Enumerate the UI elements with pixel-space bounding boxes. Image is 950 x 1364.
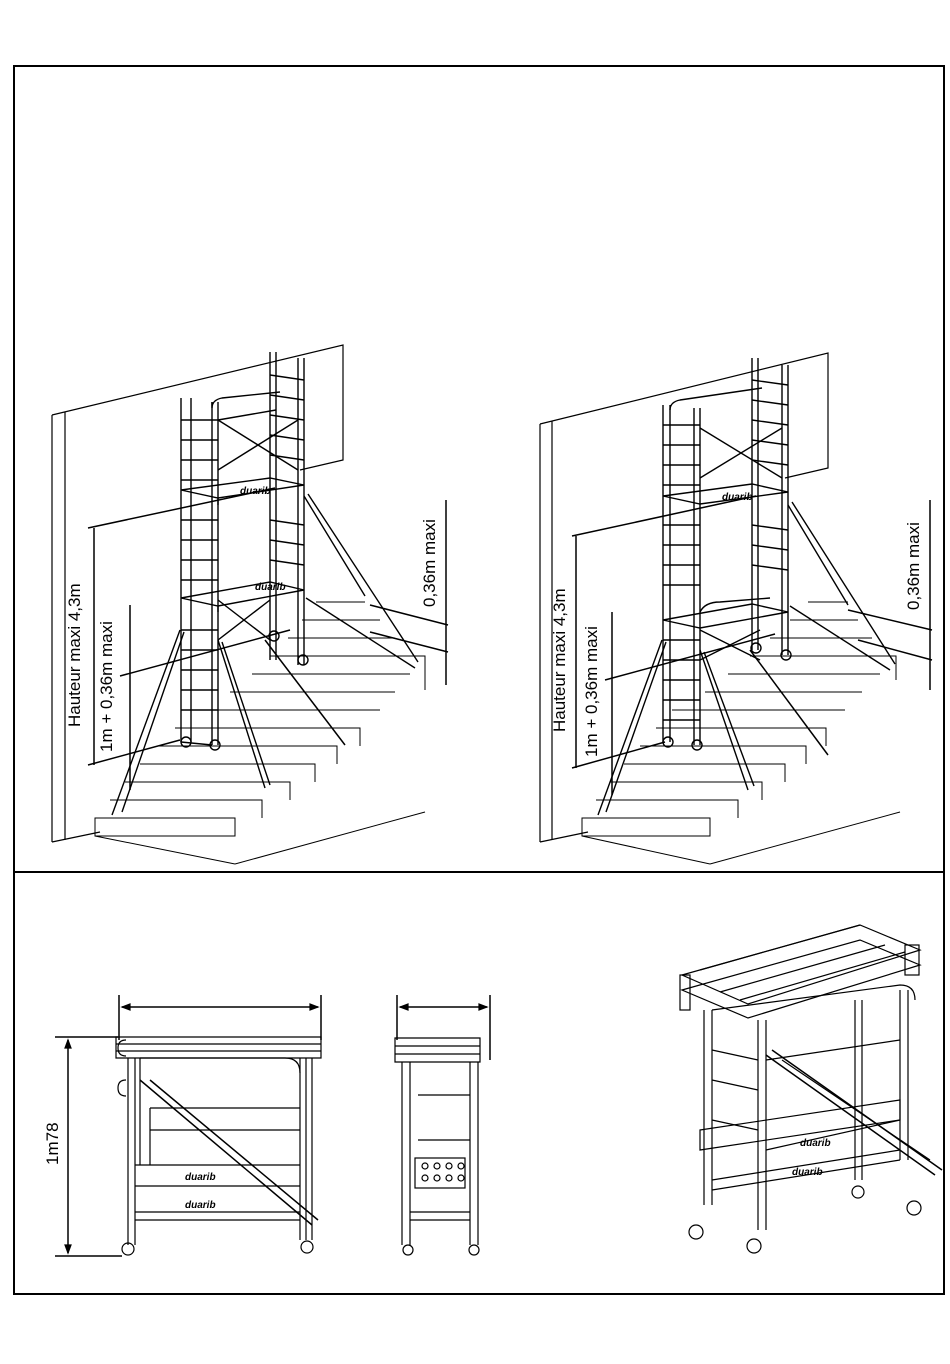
upper-platform-logo: duarib	[722, 492, 753, 503]
right-step-label: 1m + 0,36m maxi	[582, 626, 601, 757]
left-offset-label: 0,36m maxi	[420, 519, 439, 607]
folded-front-view	[55, 995, 321, 1256]
outer-frame	[14, 66, 944, 1294]
bottom-crossbar-logo: duarib	[185, 1200, 216, 1211]
staircase	[95, 602, 425, 864]
folded-perspective-view	[680, 925, 942, 1253]
staircase	[582, 602, 900, 864]
perspective-logo-2: duarib	[792, 1167, 823, 1178]
lower-platform-logo: duarib	[255, 582, 286, 593]
wall-bottom-edge	[52, 832, 100, 842]
right-offset-label: 0,36m maxi	[904, 522, 923, 610]
left-step-label: 1m + 0,36m maxi	[97, 621, 116, 752]
folded-end-view	[395, 995, 490, 1255]
right-height-label: Hauteur maxi 4,3m	[550, 588, 569, 732]
wall-top-edge	[540, 353, 828, 478]
wall-bottom-edge	[540, 832, 588, 842]
lower-crossbar-logo: duarib	[185, 1172, 216, 1183]
perspective-logo-1: duarib	[800, 1138, 831, 1149]
upper-platform-logo: duarib	[240, 486, 271, 497]
stair-scaffold-left	[52, 345, 448, 864]
folded-height-label: 1m78	[43, 1122, 62, 1165]
stair-scaffold-right	[540, 353, 932, 864]
left-height-label: Hauteur maxi 4,3m	[65, 583, 84, 727]
wall-top-edge	[52, 345, 343, 470]
